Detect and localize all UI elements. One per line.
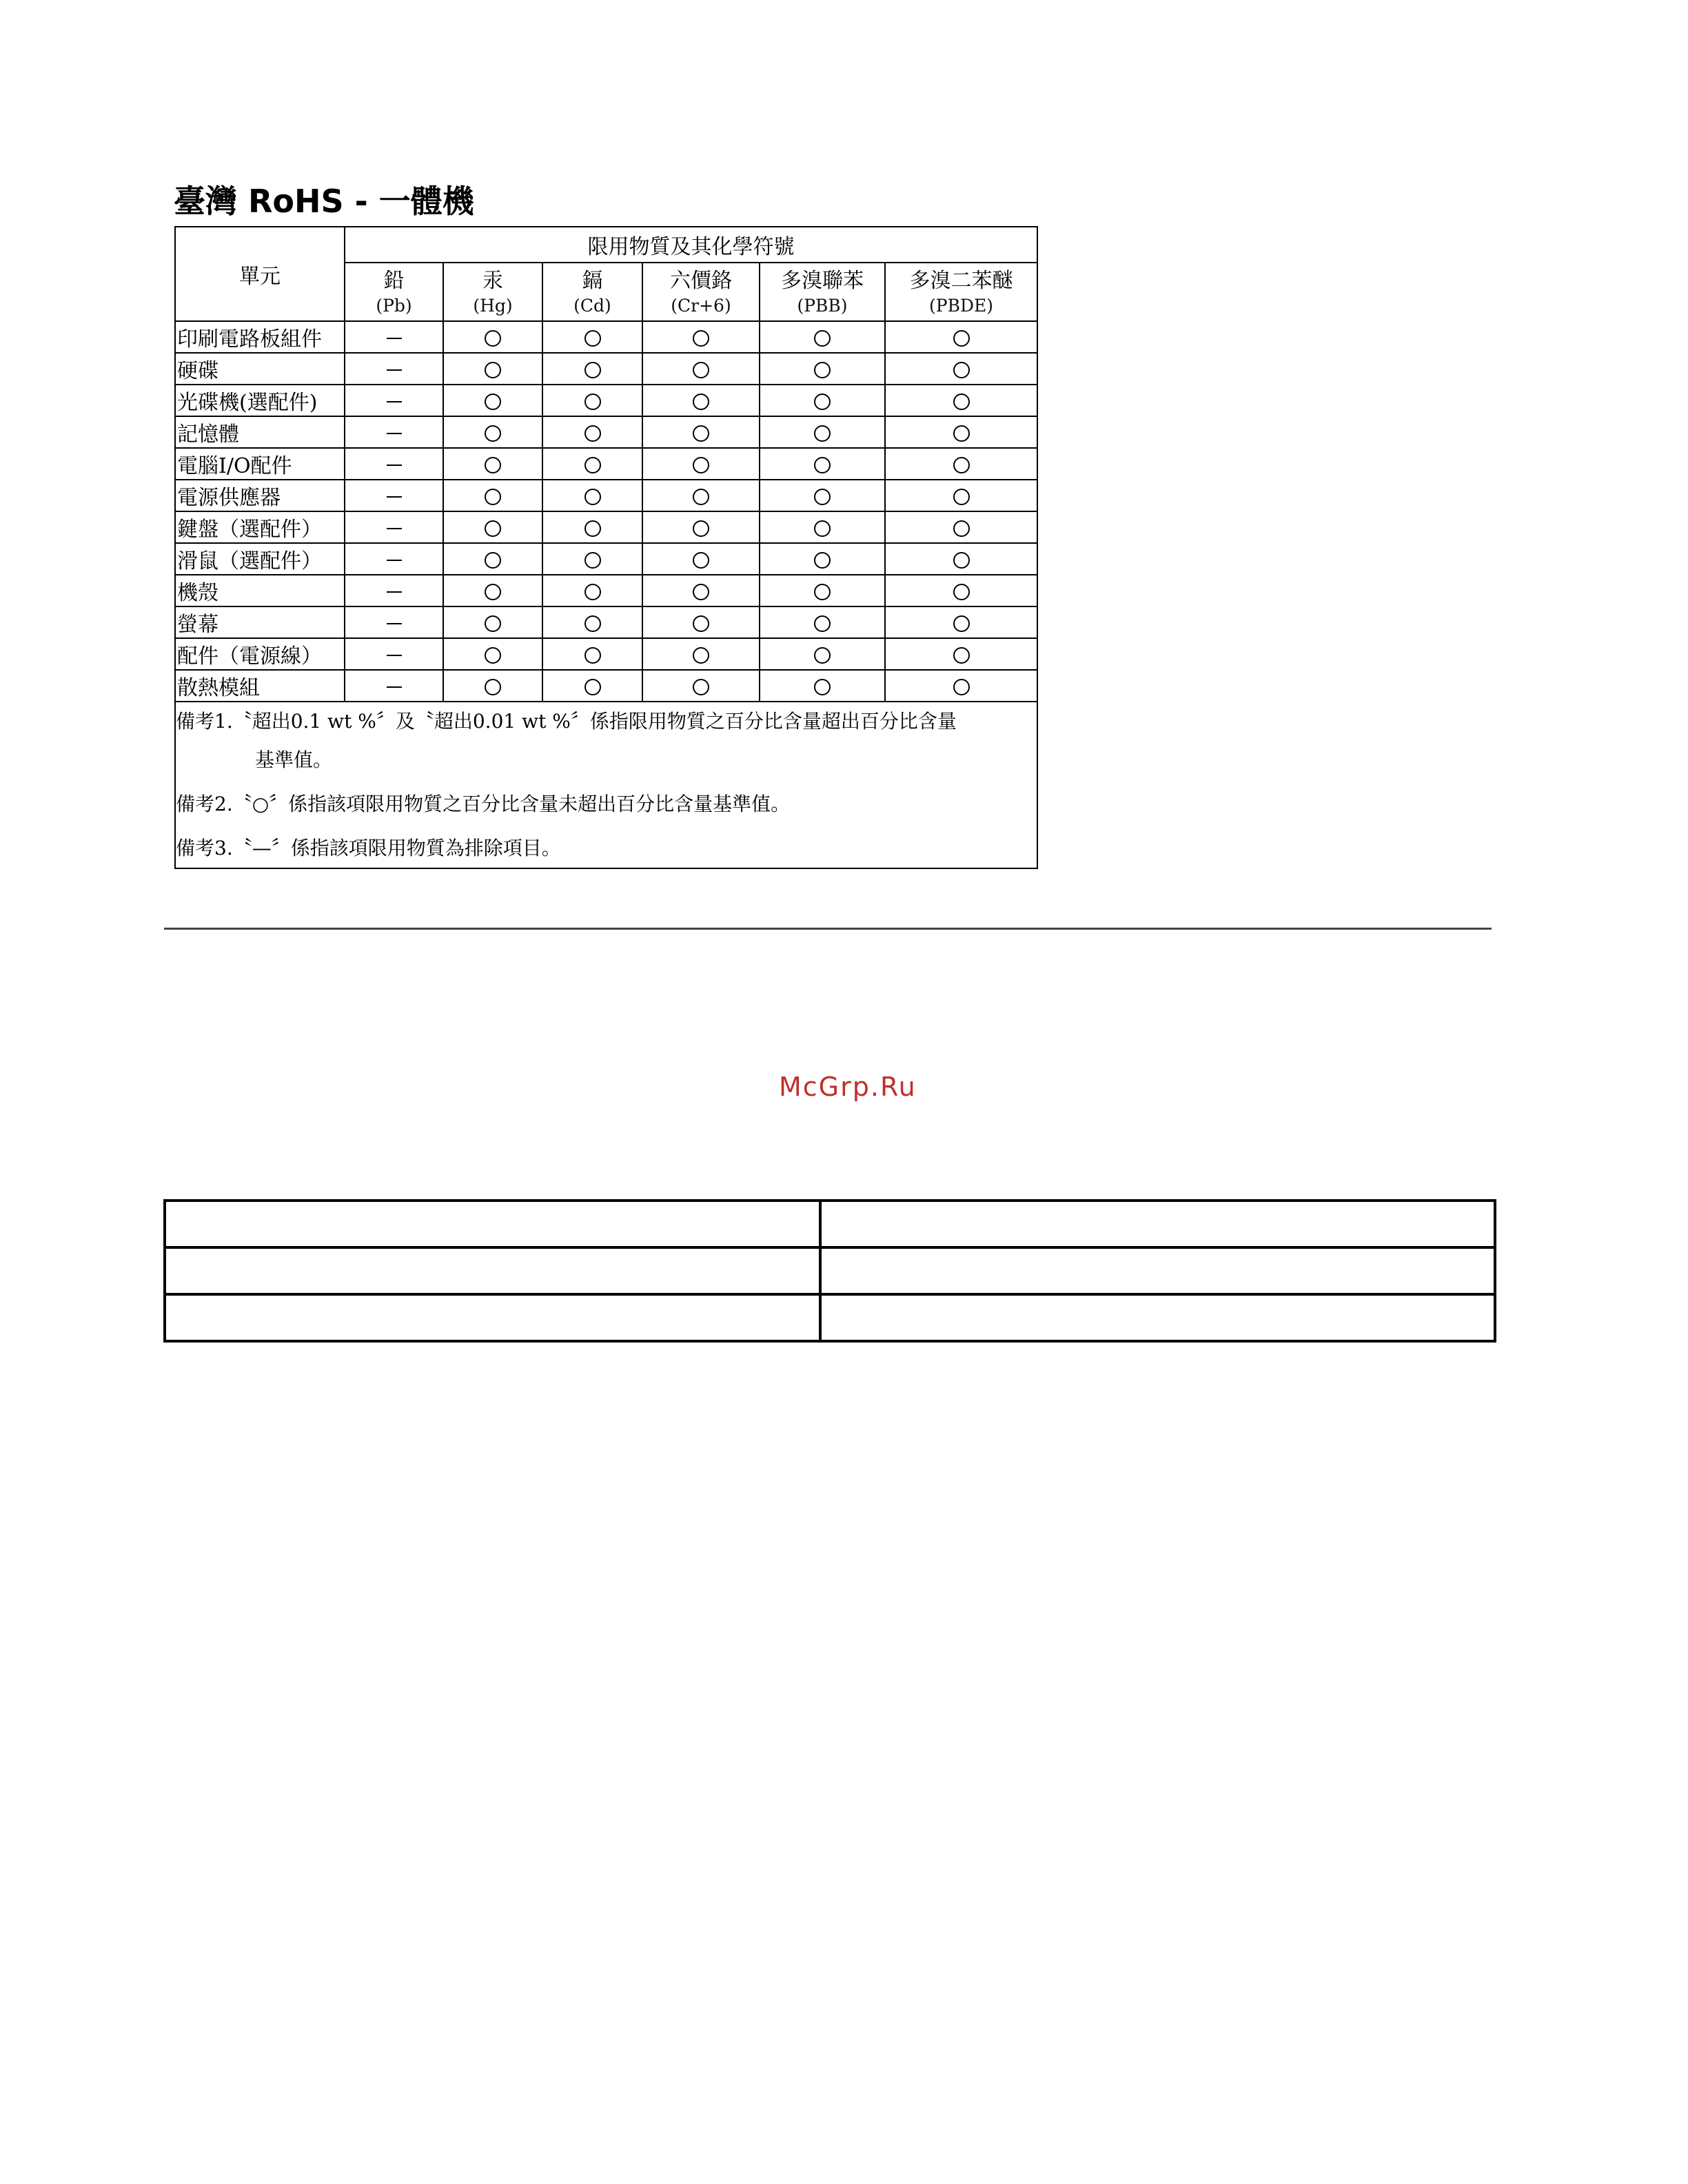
- substance-mark-cell: [345, 385, 443, 416]
- table-row: [175, 353, 1037, 385]
- substance-header: [642, 263, 760, 321]
- note-3: 備考3.〝—〞係指該項限用物質為排除項目。: [176, 837, 561, 859]
- table-row: [175, 543, 1037, 575]
- substance-symbol: (PBDE): [929, 295, 994, 316]
- dash-mark: [387, 686, 402, 688]
- unit-header: 單元: [175, 227, 345, 321]
- circle-mark: [953, 489, 970, 505]
- substance-mark-cell: [885, 511, 1037, 543]
- part-name: 滑鼠（選配件）: [175, 543, 345, 575]
- substance-mark-cell: [443, 638, 542, 670]
- substance-mark-cell: [542, 448, 642, 480]
- substance-mark-cell: [345, 575, 443, 606]
- note-1: [176, 702, 1037, 779]
- empty-cell: [165, 1201, 820, 1247]
- circle-mark: [693, 520, 709, 537]
- substance-mark-cell: [885, 575, 1037, 606]
- circle-mark: [693, 457, 709, 473]
- circle-mark: [693, 584, 709, 600]
- substance-mark-cell: [443, 353, 542, 385]
- circle-mark: [693, 489, 709, 505]
- circle-mark: [584, 362, 601, 378]
- substance-mark-cell: [345, 321, 443, 353]
- circle-mark: [693, 394, 709, 410]
- substance-mark-cell: [642, 416, 760, 448]
- circle-mark: [693, 362, 709, 378]
- watermark: McGrp.Ru: [779, 1072, 917, 1102]
- substance-mark-cell: [345, 448, 443, 480]
- substance-mark-cell: [642, 670, 760, 702]
- circle-mark: [693, 552, 709, 569]
- table-row: [175, 638, 1037, 670]
- part-name: 光碟機(選配件): [175, 385, 345, 416]
- substance-mark-cell: [885, 416, 1037, 448]
- circle-mark: [485, 425, 501, 442]
- substance-mark-cell: [542, 638, 642, 670]
- rohs-table-body: [175, 321, 1037, 702]
- part-name: 電源供應器: [175, 480, 345, 511]
- note-1-line-2: 基準值。: [255, 748, 333, 771]
- circle-mark: [584, 647, 601, 664]
- circle-mark: [953, 520, 970, 537]
- substance-mark-cell: [542, 606, 642, 638]
- circle-mark: [814, 520, 831, 537]
- substance-symbol: (Pb): [376, 295, 412, 316]
- note-2: 備考2.〝○〞係指該項限用物質之百分比含量未超出百分比含量基準值。: [176, 793, 791, 815]
- substance-mark-cell: [760, 543, 885, 575]
- substance-mark-cell: [345, 670, 443, 702]
- circle-mark: [953, 330, 970, 347]
- circle-mark: [953, 394, 970, 410]
- substance-mark-cell: [760, 670, 885, 702]
- circle-mark: [485, 394, 501, 410]
- empty-table-row: [165, 1201, 1495, 1247]
- dash-mark: [387, 369, 402, 371]
- circle-mark: [814, 394, 831, 410]
- page-title: 臺灣 RoHS - 一體機: [174, 183, 474, 220]
- circle-mark: [485, 520, 501, 537]
- circle-mark: [584, 425, 601, 442]
- circle-mark: [953, 425, 970, 442]
- notes-cell: [175, 702, 1037, 868]
- substance-mark-cell: [642, 511, 760, 543]
- rohs-table: [174, 226, 1038, 869]
- substance-header: [345, 263, 443, 321]
- circle-mark: [814, 489, 831, 505]
- substance-mark-cell: [885, 670, 1037, 702]
- substance-mark-cell: [642, 480, 760, 511]
- part-name: 螢幕: [175, 606, 345, 638]
- part-name: 配件（電源線）: [175, 638, 345, 670]
- substance-mark-cell: [760, 416, 885, 448]
- empty-cell: [820, 1294, 1495, 1341]
- dash-mark: [387, 560, 402, 561]
- circle-mark: [584, 457, 601, 473]
- circle-mark: [485, 647, 501, 664]
- empty-cell: [820, 1201, 1495, 1247]
- substance-symbol: (Cd): [573, 295, 611, 316]
- circle-mark: [693, 330, 709, 347]
- substance-name: 多溴二苯醚: [909, 268, 1013, 293]
- table-row: [175, 321, 1037, 353]
- circle-mark: [814, 457, 831, 473]
- dash-mark: [387, 401, 402, 402]
- substance-header: [885, 263, 1037, 321]
- circle-mark: [814, 584, 831, 600]
- dash-mark: [387, 338, 402, 339]
- substance-mark-cell: [642, 543, 760, 575]
- circle-mark: [584, 330, 601, 347]
- substance-mark-cell: [542, 575, 642, 606]
- substance-mark-cell: [760, 575, 885, 606]
- part-name: 鍵盤（選配件）: [175, 511, 345, 543]
- circle-mark: [485, 584, 501, 600]
- circle-mark: [814, 425, 831, 442]
- substance-mark-cell: [443, 575, 542, 606]
- table-row: [175, 575, 1037, 606]
- substance-mark-cell: [760, 321, 885, 353]
- circle-mark: [485, 615, 501, 632]
- table-row: [175, 416, 1037, 448]
- circle-mark: [485, 330, 501, 347]
- substance-mark-cell: [345, 416, 443, 448]
- table-row: [175, 448, 1037, 480]
- substance-mark-cell: [885, 480, 1037, 511]
- part-name: 散熱模組: [175, 670, 345, 702]
- circle-mark: [584, 615, 601, 632]
- empty-table: [163, 1199, 1496, 1343]
- circle-mark: [814, 362, 831, 378]
- circle-mark: [485, 362, 501, 378]
- substance-symbol: (PBB): [797, 295, 848, 316]
- dash-mark: [387, 655, 402, 656]
- table-row: [175, 385, 1037, 416]
- substance-mark-cell: [542, 385, 642, 416]
- circle-mark: [584, 520, 601, 537]
- substance-mark-cell: [885, 606, 1037, 638]
- substance-mark-cell: [542, 670, 642, 702]
- empty-table-row: [165, 1294, 1495, 1341]
- circle-mark: [953, 615, 970, 632]
- circle-mark: [693, 425, 709, 442]
- substance-mark-cell: [345, 353, 443, 385]
- dash-mark: [387, 528, 402, 529]
- substance-mark-cell: [443, 670, 542, 702]
- part-name: 電腦I/O配件: [175, 448, 345, 480]
- dash-mark: [387, 496, 402, 498]
- substance-name: 多溴聯苯: [781, 268, 864, 293]
- dash-mark: [387, 623, 402, 624]
- substance-mark-cell: [443, 416, 542, 448]
- circle-mark: [693, 615, 709, 632]
- substance-mark-cell: [885, 385, 1037, 416]
- substance-symbol: (Cr+6): [671, 295, 731, 316]
- substance-header: [542, 263, 642, 321]
- substance-mark-cell: [542, 511, 642, 543]
- substance-group-header: 限用物質及其化學符號: [345, 227, 1037, 263]
- circle-mark: [814, 330, 831, 347]
- circle-mark: [485, 552, 501, 569]
- substance-mark-cell: [642, 353, 760, 385]
- substance-name: 汞: [482, 268, 503, 293]
- substance-mark-cell: [345, 480, 443, 511]
- substance-mark-cell: [642, 575, 760, 606]
- circle-mark: [584, 584, 601, 600]
- substance-mark-cell: [885, 321, 1037, 353]
- substance-mark-cell: [885, 543, 1037, 575]
- part-name: 機殼: [175, 575, 345, 606]
- empty-table-row: [165, 1247, 1495, 1294]
- substance-mark-cell: [345, 606, 443, 638]
- substance-mark-cell: [760, 353, 885, 385]
- circle-mark: [693, 647, 709, 664]
- substance-mark-cell: [345, 638, 443, 670]
- substance-mark-cell: [542, 480, 642, 511]
- substance-mark-cell: [642, 321, 760, 353]
- empty-cell: [165, 1294, 820, 1341]
- substance-mark-cell: [760, 448, 885, 480]
- substance-mark-cell: [885, 638, 1037, 670]
- circle-mark: [693, 679, 709, 695]
- substance-mark-cell: [885, 448, 1037, 480]
- circle-mark: [953, 647, 970, 664]
- circle-mark: [584, 489, 601, 505]
- circle-mark: [953, 362, 970, 378]
- substance-name: 鉛: [383, 268, 405, 293]
- table-row: [175, 670, 1037, 702]
- substance-mark-cell: [885, 353, 1037, 385]
- part-name: 記憶體: [175, 416, 345, 448]
- substance-name: 鎘: [582, 268, 603, 293]
- circle-mark: [953, 457, 970, 473]
- empty-cell: [165, 1247, 820, 1294]
- substance-mark-cell: [760, 638, 885, 670]
- substance-mark-cell: [443, 448, 542, 480]
- circle-mark: [953, 584, 970, 600]
- dash-mark: [387, 433, 402, 434]
- circle-mark: [953, 679, 970, 695]
- circle-mark: [584, 552, 601, 569]
- circle-mark: [814, 647, 831, 664]
- substance-header: [443, 263, 542, 321]
- substance-mark-cell: [760, 511, 885, 543]
- substance-mark-cell: [345, 511, 443, 543]
- substance-mark-cell: [443, 606, 542, 638]
- substance-mark-cell: [542, 416, 642, 448]
- dash-mark: [387, 591, 402, 593]
- substance-name: 六價鉻: [670, 268, 732, 293]
- substance-mark-cell: [443, 511, 542, 543]
- circle-mark: [814, 679, 831, 695]
- circle-mark: [953, 552, 970, 569]
- dash-mark: [387, 465, 402, 466]
- circle-mark: [485, 457, 501, 473]
- circle-mark: [584, 679, 601, 695]
- substance-mark-cell: [642, 638, 760, 670]
- substance-mark-cell: [760, 480, 885, 511]
- substance-mark-cell: [642, 606, 760, 638]
- substance-header: [760, 263, 885, 321]
- substance-mark-cell: [443, 543, 542, 575]
- substance-mark-cell: [760, 606, 885, 638]
- part-name: 印刷電路板組件: [175, 321, 345, 353]
- substance-symbol: (Hg): [473, 295, 513, 316]
- circle-mark: [485, 489, 501, 505]
- circle-mark: [814, 552, 831, 569]
- table-row: [175, 511, 1037, 543]
- substance-mark-cell: [443, 385, 542, 416]
- substance-mark-cell: [443, 480, 542, 511]
- substance-mark-cell: [345, 543, 443, 575]
- part-name: 硬碟: [175, 353, 345, 385]
- section-divider: [164, 928, 1492, 930]
- substance-mark-cell: [642, 448, 760, 480]
- circle-mark: [814, 615, 831, 632]
- circle-mark: [584, 394, 601, 410]
- substance-mark-cell: [760, 385, 885, 416]
- note-1-line-1: 備考1.〝超出0.1 wt %〞及〝超出0.01 wt %〞係指限用物質之百分比含量超出百分比含量: [176, 710, 957, 733]
- circle-mark: [485, 679, 501, 695]
- substance-mark-cell: [542, 353, 642, 385]
- substance-mark-cell: [443, 321, 542, 353]
- substance-mark-cell: [542, 321, 642, 353]
- substance-mark-cell: [542, 543, 642, 575]
- empty-cell: [820, 1247, 1495, 1294]
- table-row: [175, 606, 1037, 638]
- table-row: [175, 480, 1037, 511]
- substance-mark-cell: [642, 385, 760, 416]
